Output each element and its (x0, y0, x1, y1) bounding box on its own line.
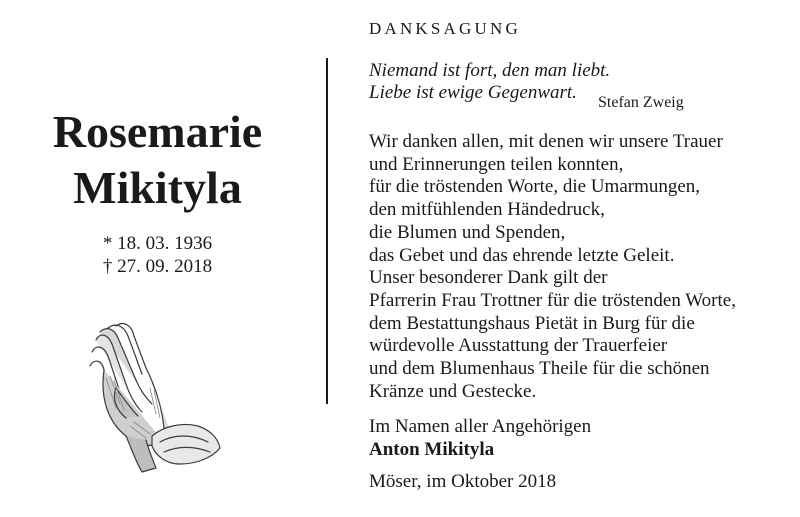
text-line: und dem Blumenhaus Theile für die schönen (369, 358, 710, 380)
text-line: und Erinnerungen teilen konnten, (369, 153, 624, 175)
vertical-divider (326, 58, 328, 404)
text-line: Kränze und Gestecke. (369, 380, 537, 402)
deceased-panel (0, 0, 315, 517)
quote-line: Niemand ist fort, den man liebt. (369, 60, 611, 81)
deceased-last-name: Mikityla (73, 162, 242, 213)
life-dates (0, 232, 315, 278)
text-line: Unser besonderer Dank gilt der (369, 267, 608, 289)
praying-hands-icon (86, 318, 224, 476)
text-line: das Gebet und das ehrende letzte Geleit. (369, 244, 675, 266)
quote-author: Stefan Zweig (598, 94, 684, 111)
text-line: Wir danken allen, mit denen wir unsere Trauer (369, 131, 723, 152)
signature-intro: Im Namen aller Angehörigen (369, 416, 592, 437)
place-date: Möser, im Oktober 2018 (369, 471, 557, 492)
quote (369, 60, 610, 104)
text-line: für die tröstenden Worte, die Umarmungen, (369, 176, 701, 198)
text-line: Pfarrerin Frau Trottner für die tröstenden Worte, (369, 289, 736, 311)
text-line: die Blumen und Spenden, (369, 221, 566, 243)
birth-date: * 18. 03. 1936 (102, 233, 213, 254)
text-line: würdevolle Ausstattung der Trauerfeier (369, 335, 668, 357)
death-date: † 27. 09. 2018 (102, 256, 213, 277)
text-line: dem Bestattungshaus Pietät in Burg für die (369, 312, 695, 334)
signature-name: Anton Mikityla (369, 439, 495, 460)
deceased-first-name: Rosemarie (52, 106, 263, 157)
text-line: den mitfühlenden Händedruck, (369, 199, 605, 221)
page-title: DANKSAGUNG (369, 19, 521, 38)
thanks-text (369, 131, 736, 403)
quote-line: Liebe ist ewige Gegenwart. (369, 82, 577, 103)
